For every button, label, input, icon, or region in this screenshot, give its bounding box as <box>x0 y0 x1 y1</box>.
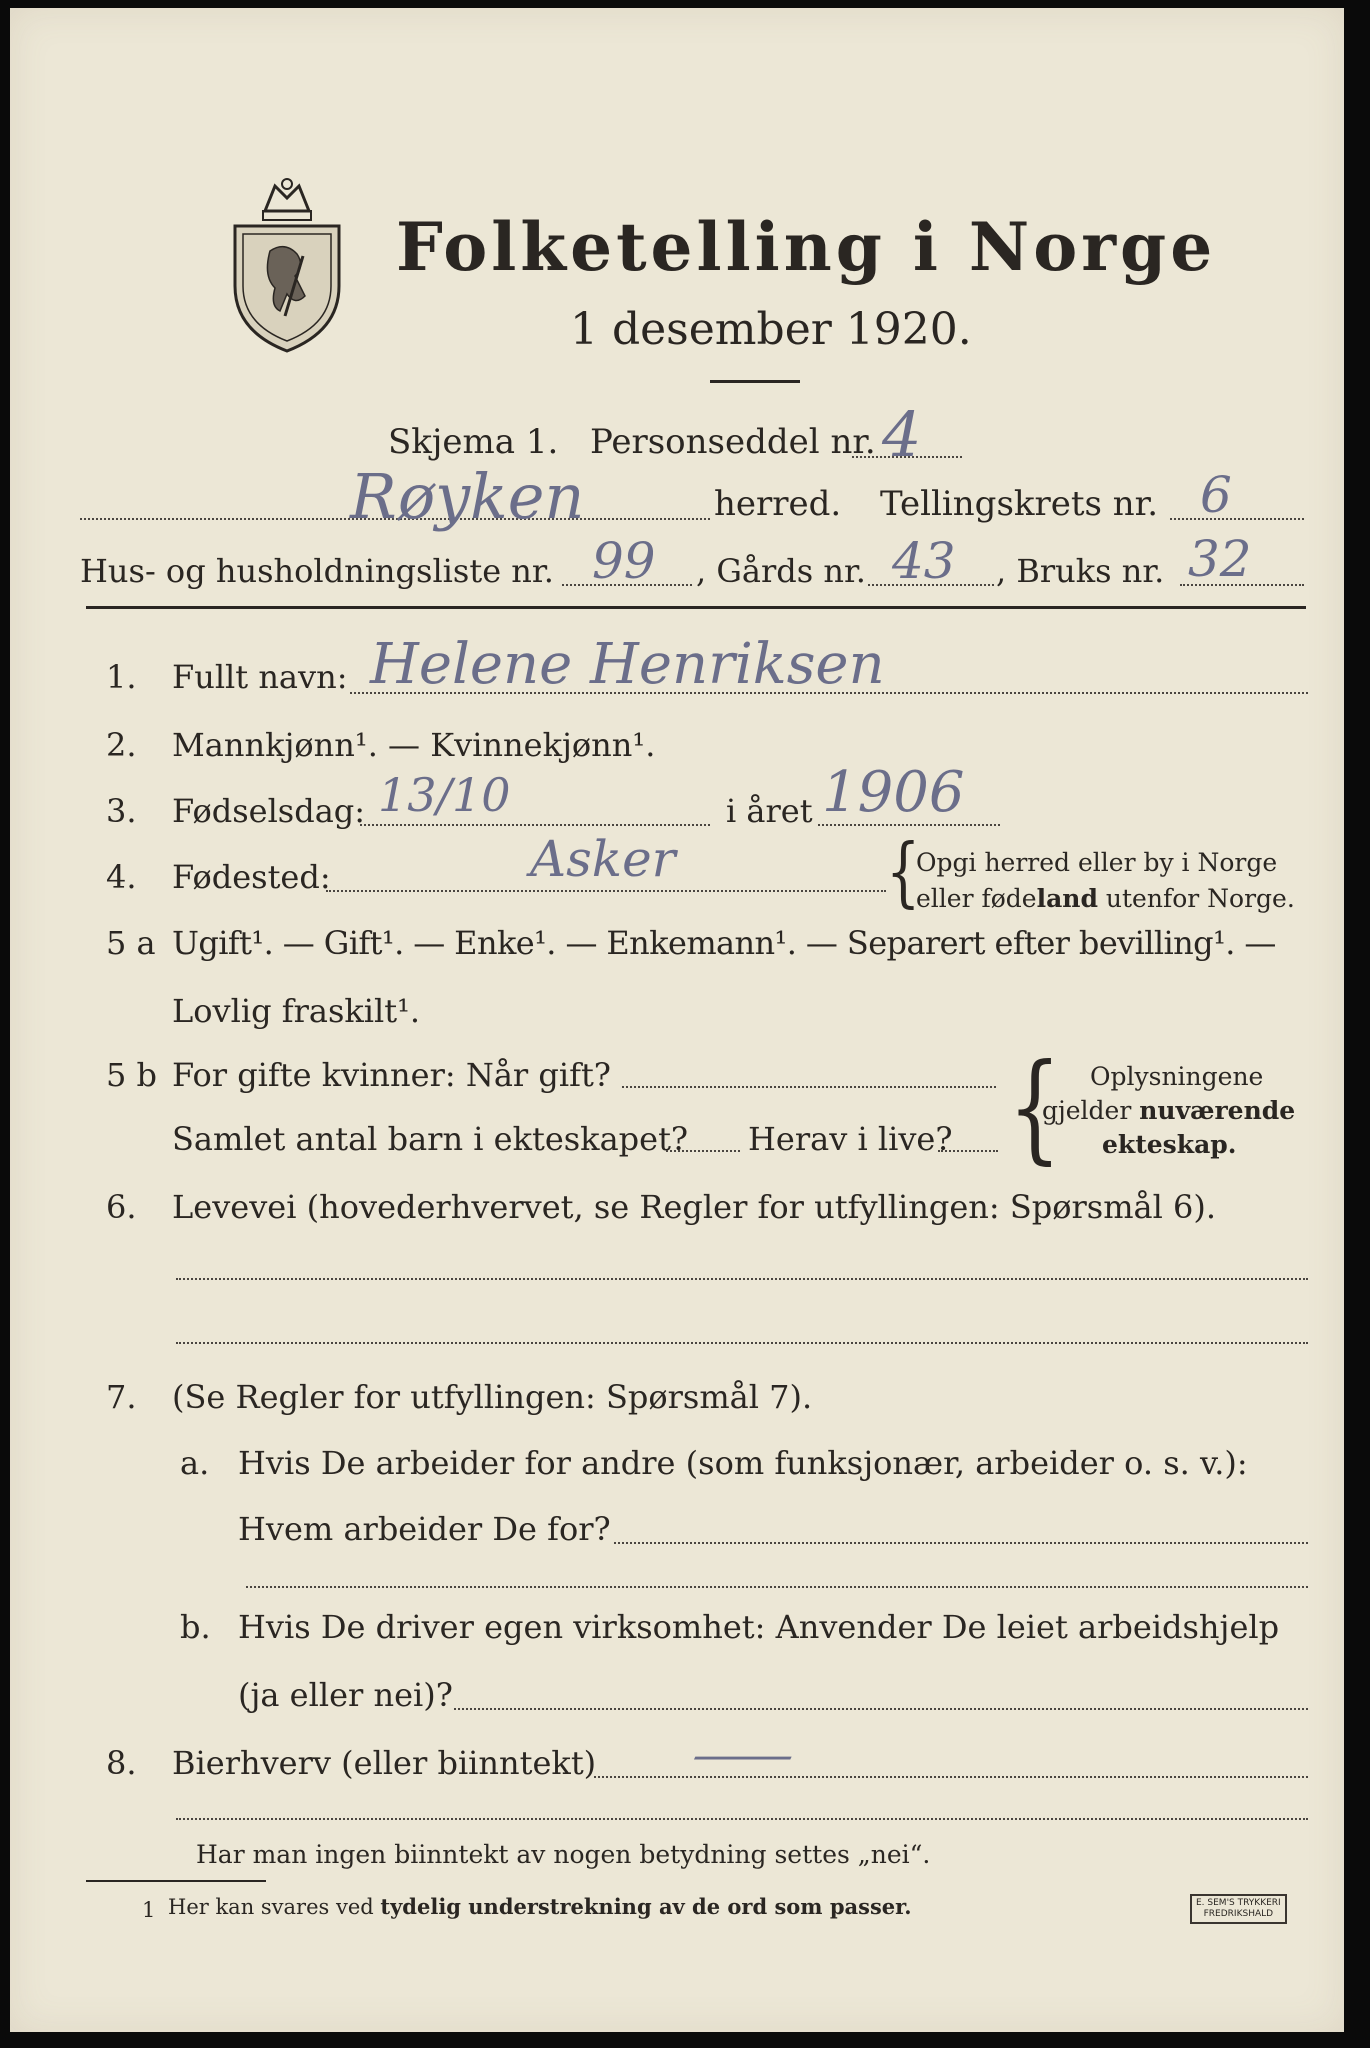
census-form <box>10 8 1344 2032</box>
q6-label: Levevei (hovederhvervet, se Regler for utfyllingen: Spørsmål 6). <box>172 1188 1217 1226</box>
q4-value: Asker <box>530 830 676 888</box>
personseddel-value: 4 <box>882 398 922 471</box>
q4-note-line2: eller fødeland utenfor Norge. <box>916 884 1295 913</box>
q5b-line2-a: Samlet antal barn i ekteskapet? <box>172 1120 689 1158</box>
bruks-value: 32 <box>1188 530 1252 588</box>
q5b-note-brace: { <box>1008 1038 1062 1176</box>
q5b-note-line1: Oplysningene <box>1090 1062 1264 1091</box>
q5b-line1: For gifte kvinner: Når gift? <box>172 1056 611 1094</box>
title-divider <box>710 380 800 383</box>
q1-label: Fullt navn: <box>172 658 348 696</box>
q8-value: — <box>690 1730 796 1781</box>
q2-label: Mannkjønn¹. — Kvinnekjønn¹. <box>172 726 656 764</box>
q6-number: 6. <box>106 1188 137 1226</box>
skjema-label: Skjema 1. <box>388 422 559 462</box>
q1-value: Helene Henriksen <box>370 632 885 697</box>
q7a-line1: Hvis De arbeider for andre (som funksjonær, arbeider o. s. v.): <box>238 1444 1248 1482</box>
footnote-text: Her kan svares ved tydelig understrekning av de ord som passer. <box>168 1894 912 1919</box>
bruks-label: , Bruks nr. <box>996 552 1165 590</box>
tellingskrets-value: 6 <box>1200 466 1232 524</box>
q7b-line1: Hvis De driver egen virksomhet: Anvender De leiet arbeidshjelp <box>238 1608 1280 1646</box>
q5a-number: 5 a <box>106 924 156 962</box>
q3-day-line <box>360 824 710 826</box>
q5b-line2-b: Herav i live? <box>748 1120 953 1158</box>
q3-value: 13/10 <box>378 768 511 822</box>
q4-line <box>326 890 886 892</box>
liste-label: Hus- og husholdningsliste nr. <box>80 552 554 590</box>
q4-note-line1: Opgi herred eller by i Norge <box>916 848 1278 877</box>
header-divider <box>86 606 1306 609</box>
q8-number: 8. <box>106 1744 137 1782</box>
coat-of-arms-icon <box>225 176 350 356</box>
q5a-line2: Lovlig fraskilt¹. <box>172 992 421 1030</box>
q2-number: 2. <box>106 726 137 764</box>
q3-year-label: i året <box>726 792 813 830</box>
q1-number: 1. <box>106 658 137 696</box>
q7a-extra-line <box>246 1586 1308 1588</box>
q5b-note-line2: gjelder nuværende <box>1042 1096 1296 1125</box>
footnote-divider <box>86 1880 266 1882</box>
herred-label: herred. <box>714 484 842 524</box>
q4-number: 4. <box>106 858 137 896</box>
q7-number: 7. <box>106 1378 137 1416</box>
q3-year-value: 1906 <box>822 760 965 825</box>
form-date: 1 desember 1920. <box>570 304 972 355</box>
q7a-line2-dots <box>614 1542 1308 1544</box>
q3-number: 3. <box>106 792 137 830</box>
q4-label: Fødested: <box>172 858 331 896</box>
q5b-live-line <box>938 1150 998 1152</box>
tellingskrets-line <box>1170 518 1304 520</box>
q3-label: Fødselsdag: <box>172 792 366 830</box>
tellingskrets-label: Tellingskrets nr. <box>880 484 1159 524</box>
q7a-line2: Hvem arbeider De for? <box>238 1510 611 1548</box>
form-title: Folketelling i Norge <box>396 208 1217 286</box>
q7b-number: b. <box>180 1608 211 1646</box>
personseddel-label: Personseddel nr. <box>590 422 876 462</box>
q7b-line2-dots <box>454 1708 1308 1710</box>
liste-value: 99 <box>592 532 656 590</box>
q5a-line1: Ugift¹. — Gift¹. — Enke¹. — Enkemann¹. — Separert efter bevilling¹. — <box>172 924 1276 962</box>
q7a-number: a. <box>180 1444 210 1482</box>
q7-label: (Se Regler for utfyllingen: Spørsmål 7). <box>172 1378 813 1416</box>
q5b-gift-line <box>622 1086 996 1088</box>
q6-line1 <box>176 1278 1308 1280</box>
printer-stamp: E. SEM'S TRYKKERI FREDRIKSHALD <box>1190 1894 1287 1924</box>
herred-value: Røyken <box>350 460 585 533</box>
q6-line2 <box>176 1342 1308 1344</box>
q5b-note-line3: ekteskap. <box>1102 1130 1237 1159</box>
note-nei: Har man ingen biinntekt av nogen betydning settes „nei“. <box>196 1840 931 1869</box>
q8-label: Bierhverv (eller biinntekt) <box>172 1744 597 1782</box>
q4-note-brace: { <box>886 827 921 916</box>
gards-value: 43 <box>892 532 956 590</box>
q5b-barn-line <box>666 1150 740 1152</box>
footnote-mark: 1 <box>142 1898 156 1922</box>
q7b-line2: (ja eller nei)? <box>238 1676 453 1714</box>
gards-label: , Gårds nr. <box>696 552 866 590</box>
q5b-number: 5 b <box>106 1056 158 1094</box>
q8-extra-line <box>176 1818 1308 1820</box>
